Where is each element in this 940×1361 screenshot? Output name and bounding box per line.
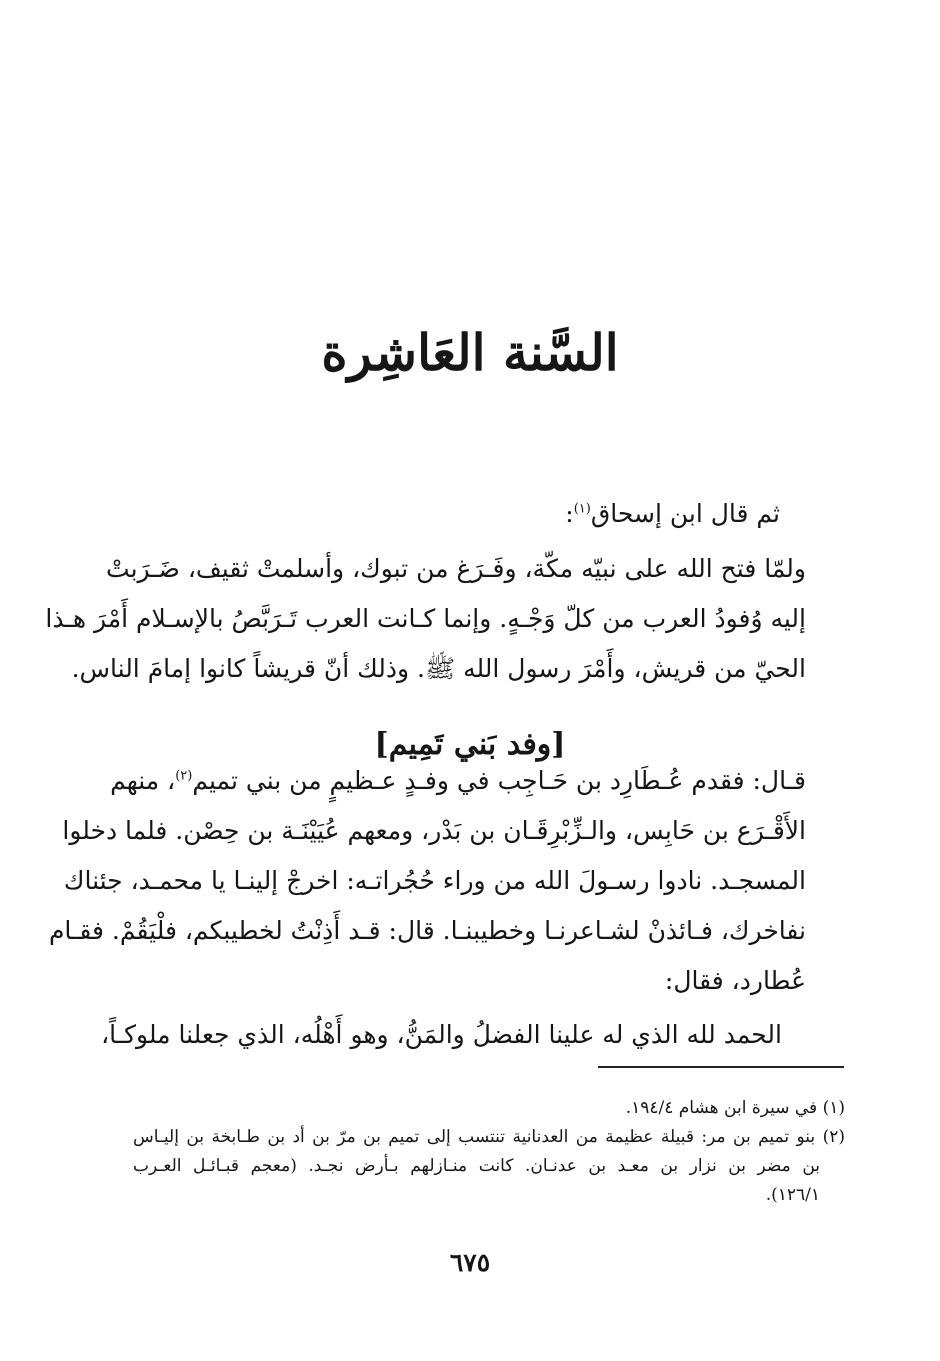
paragraph-speech <box>101 1010 782 1060</box>
page-number: ٦٧٥ <box>449 1248 491 1277</box>
footnote-1: (١) في سيرة ابن هشام ١٩٤/٤. <box>625 1098 845 1118</box>
footnote-ref-2[interactable]: (٢) <box>175 768 193 784</box>
paragraph-line: المسجـد. نادوا رسـولَ الله من وراء حُجُراتـه: اخرجْ إلينـا يا محمـد، جئناك <box>63 866 806 895</box>
paragraph-line: الأَقْـرَع بن حَابِس، والـزِّبْرِقَـان بن بَدْر، ومعهم عُيَيْنَـة بن حِصْن. فلما دخلوا <box>62 816 806 845</box>
footnote-ref-1[interactable]: (١) <box>573 501 591 517</box>
footnote-2-line: ١٢٦/١). <box>765 1185 820 1205</box>
paragraph-conquest <box>45 544 806 694</box>
paragraph-tamim-delegation <box>48 756 806 1006</box>
paragraph-line <box>110 756 806 806</box>
line-text: ، منهم <box>110 766 176 795</box>
footnote-2-line: بن مضر بن نزار بن معـد بن عدنـان. كانت منـازلهم بـأرض نجـد. (معجم قبـائـل العـرب <box>133 1156 820 1176</box>
paragraph-line: الحمد لله الذي له علينا الفضلُ والمَنُّ، وهو أَهْلُه، الذي جعلنا ملوكـاً، <box>101 1020 782 1049</box>
intro-line <box>565 494 780 534</box>
paragraph-line: عُطارد، فقال: <box>664 966 806 995</box>
footnotes <box>133 1094 845 1210</box>
section-heading: [وفد بَني تَمِيم] <box>374 727 566 762</box>
paragraph-line: ولمّا فتح الله على نبيّه مكّة، وفَـرَغ من تبوك، وأسلمتْ ثقيف، ضَـرَبتْ <box>106 554 806 583</box>
paragraph-line: إليه وُفودُ العرب من كلّ وَجْـهٍ. وإنما كـانت العرب تَـرَبَّصُ بالإسـلام أَمْرَ هـذا <box>45 604 806 633</box>
line-text: قـال: فقدم عُـطَارِد بن حَـاجِب في وفـدٍ عـظيمٍ من بني تميم <box>192 766 806 795</box>
intro-suffix: : <box>565 499 574 528</box>
paragraph-line: الحيّ من قريش، وأَمْرَ رسول الله ﷺ. وذلك أنّ قريشاً كانوا إمامَ الناس. <box>71 654 806 683</box>
intro-text: ثم قال ابن إسحاق <box>590 499 780 528</box>
footnote-2-line: (٢) بنو تميم بن مر: قبيلة عظيمة من العدنانية تنتسب إلى تميم بن مرّ بن أد بن طـابخة بن إليـاس <box>133 1127 845 1147</box>
chapter-title: السَّنة العَاشِرة <box>321 323 619 382</box>
paragraph-line: نفاخرك، فـائذنْ لشـاعرنـا وخطيبنـا. قال: قـد أَذِنْتُ لخطيبكم، فلْيَقُمْ. فقـام <box>48 916 806 945</box>
footnote-divider <box>598 1066 844 1068</box>
